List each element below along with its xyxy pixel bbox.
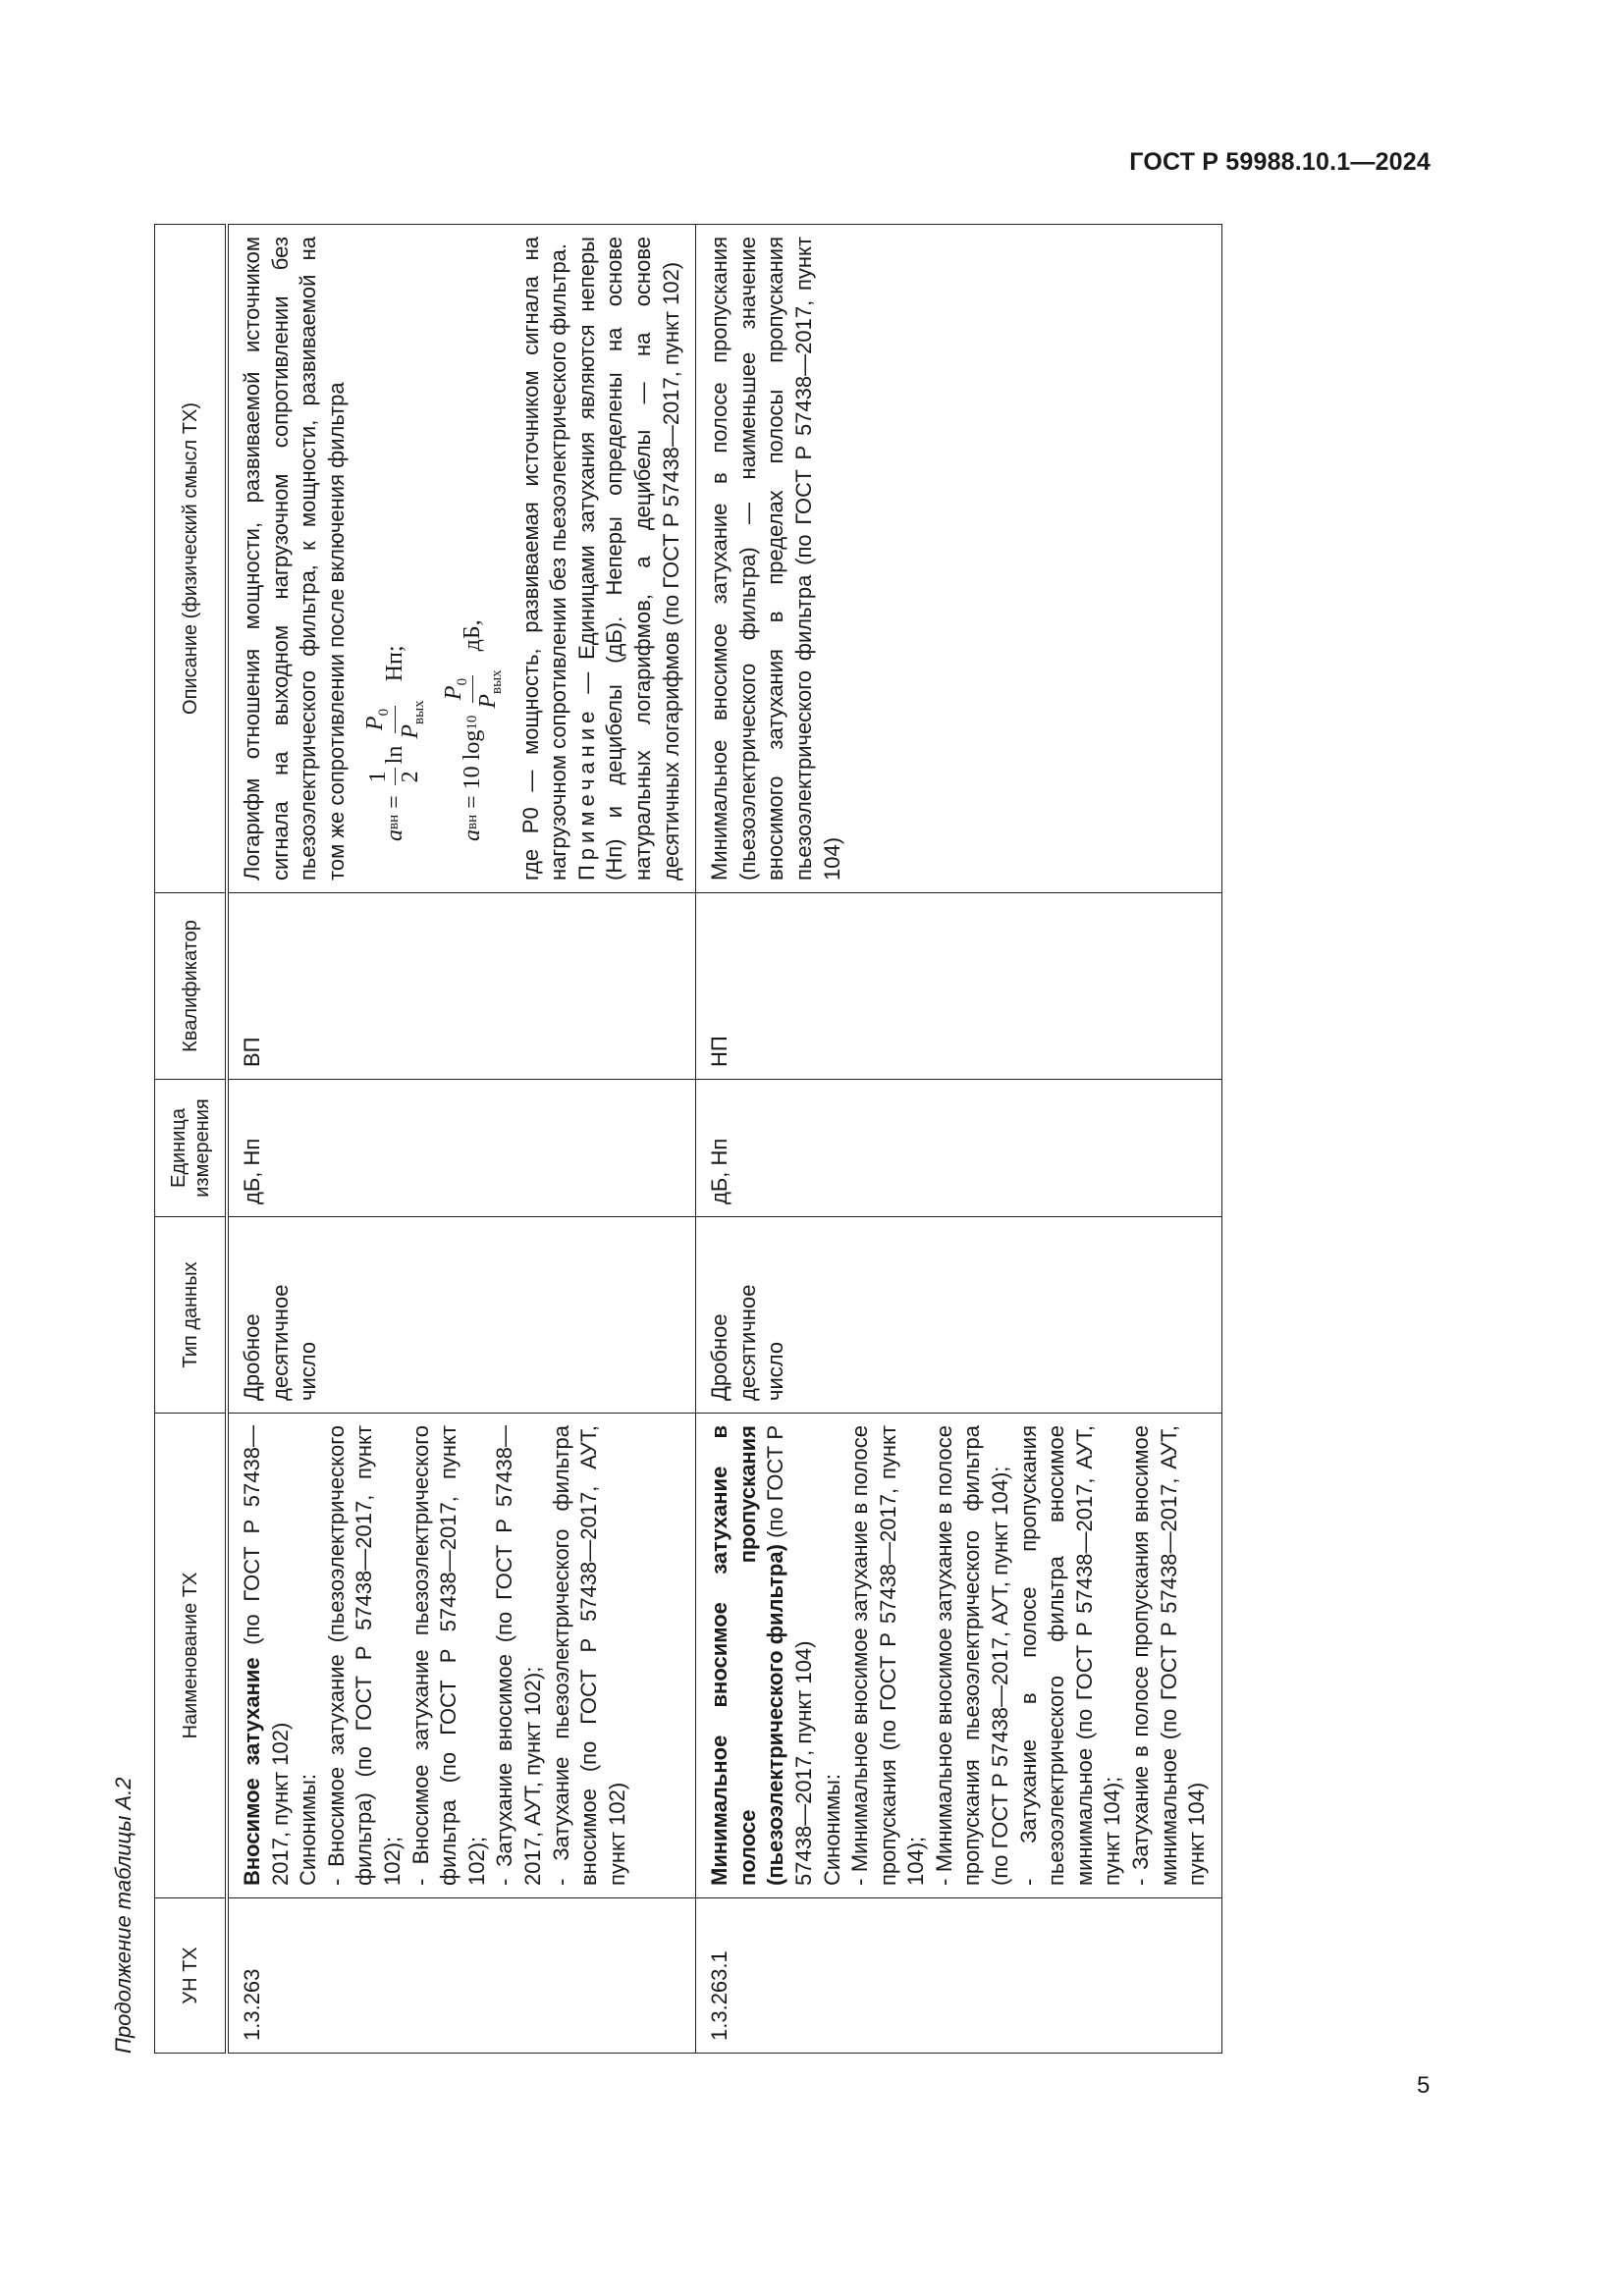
cell-type: Дробное десятичное число [227,1217,696,1414]
fraction-denominator: 2 [397,771,423,783]
synonym-item: - Затухание вносимое (по ГОСТ Р 57438—2017, АУТ, пункт 102); [492,1425,545,1886]
cell-description [227,225,696,893]
synonym-item: - Затухание в полосе пропускания вносимое минимальное (по ГОСТ Р 57438—2017, АУТ, пункт 104) [1128,1425,1210,1886]
formula-unit: Нп; [381,645,407,682]
synonym-item: - Минимальное вносимое затухание в полосе пропускания (по ГОСТ Р 57438—2017, пункт 104); [847,1425,929,1886]
formula-ln: a вн = 1 2 ln $P_0$ $P_{вых}$ Нп; [360,237,429,841]
document-standard-header: ГОСТ Р 59988.10.1—2024 [1129,148,1431,176]
note-label: Примечание [573,706,599,881]
fraction-numerator: 1 [363,768,395,785]
synonym-item: - Вносимое затухание пьезоэлектрического фильтра (по ГОСТ Р 57438—2017, пункт 102); [407,1425,489,1886]
denominator-sub: вых [410,700,427,724]
formula-function: ln [381,745,407,765]
formula-coef: 10 [460,766,486,790]
note-text: — Единицами затухания являются неперы (Нп) и децибелы (дБ). Неперы определены на основе натуральных логарифмов, а децибелы — на основе десятичных логарифмов (по ГОСТ Р 57438—2017, пункт 102) [573,237,683,881]
fraction-denominator: P [397,723,423,739]
description-where: где P0 — мощность, развиваемая источником сигнала на нагрузочном сопротивлении без пьезоэлектрического фильтра. [517,237,571,881]
formula-lhs-sub: вн [464,814,481,829]
cell-name [227,1414,696,1898]
fraction-denominator: P [475,693,502,709]
cell-unit: дБ, Нп [696,1080,1222,1217]
table-row [696,225,1222,2054]
table-caption: Продолжение таблицы А.2 [111,1777,135,2054]
formula-function: log [460,729,486,761]
numerator-sub: 0 [454,677,470,686]
cell-un: 1.3.263 [227,1898,696,2054]
formula-lhs: a [460,829,486,841]
cell-un: 1.3.263.1 [696,1898,1222,2054]
cell-qualifier: НП [696,893,1222,1080]
description-intro: Логарифм отношения мощности, развиваемой источником сигнала на выходном нагрузочном сопротивлении без пьезоэлектрического фильтра, к мощности, развиваемой на том же сопротивлении после включения фильтра [240,237,349,881]
term-reference: (по ГОСТ Р 57438—2017, пункт 104) [763,1425,816,1886]
synonym-item: - Затухание пьезоэлектрического фильтра вносимое (по ГОСТ Р 57438—2017, АУТ, пункт 102) [548,1425,629,1886]
column-header-unit: Единица измерения [155,1080,228,1217]
synonym-item: - Вносимое затухание (пьезоэлектрического фильтра) (по ГОСТ Р 57438—2017, пункт 102); [323,1425,405,1886]
fraction-numerator: P [440,685,466,701]
formula-lhs: a [381,829,407,841]
formula-unit: дБ, [460,619,486,652]
denominator-sub: вых [489,669,506,694]
formula-lhs-sub: вн [386,814,403,829]
synonym-item: - Минимальное вносимое затухание в полосе пропускания пьезоэлектрического фильтра (по ГОСТ Р 57438—2017, АУТ, пункт 104); [931,1425,1013,1886]
formula-power-fraction [360,697,429,741]
column-header-type: Тип данных [155,1217,228,1414]
numerator-sub: 0 [376,708,393,717]
column-header-un: УН ТХ [155,1898,228,2054]
column-header-name: Наименование ТХ [155,1414,228,1898]
cell-name [696,1414,1222,1898]
formula-log: a вн = 10 log 10 $P_0$ $P_{вых}$ дБ, [439,237,508,841]
function-sub: 10 [464,715,481,730]
term-reference: (по ГОСТ Р 57438—2017, пункт 102) [240,1425,293,1886]
description-intro: Минимальное вносимое затухание в полосе пропускания (пьезоэлектрического фильтра) — наименьшее значение вносимого затухания в пределах полосы пропускания пьезоэлектрического фильтра (по ГОСТ Р 57438—2017, пункт 104) [707,237,844,881]
page-number: 5 [1417,2072,1431,2099]
formula-coef-fraction [363,768,425,785]
table-header-row [155,225,228,2054]
table-row [227,225,696,2054]
characteristics-table [154,224,1222,2054]
cell-type: Дробное десятичное число [696,1217,1222,1414]
cell-qualifier: ВП [227,893,696,1080]
rotated-table-area [103,0,1330,2061]
column-header-description: Описание (физический смысл ТХ) [155,225,228,893]
synonyms-title: Синонимы: [296,1773,321,1886]
synonym-item: - Затухание в полосе пропускания пьезоэлектрического фильтра вносимое минимальное (по ГОСТ Р 57438—2017, АУТ, пункт 104); [1015,1425,1125,1886]
column-header-qualifier: Квалификатор [155,893,228,1080]
term-name: Минимальное вносимое затухание в полосе пропускания (пьезоэлектрического фильтра) [707,1425,788,1886]
cell-description [696,225,1222,893]
formula-power-fraction [439,667,508,711]
fraction-numerator: P [362,716,389,731]
term-name: Вносимое затухание [240,1657,264,1886]
synonyms-title: Синонимы: [819,1773,844,1886]
cell-unit: дБ, Нп [227,1080,696,1217]
